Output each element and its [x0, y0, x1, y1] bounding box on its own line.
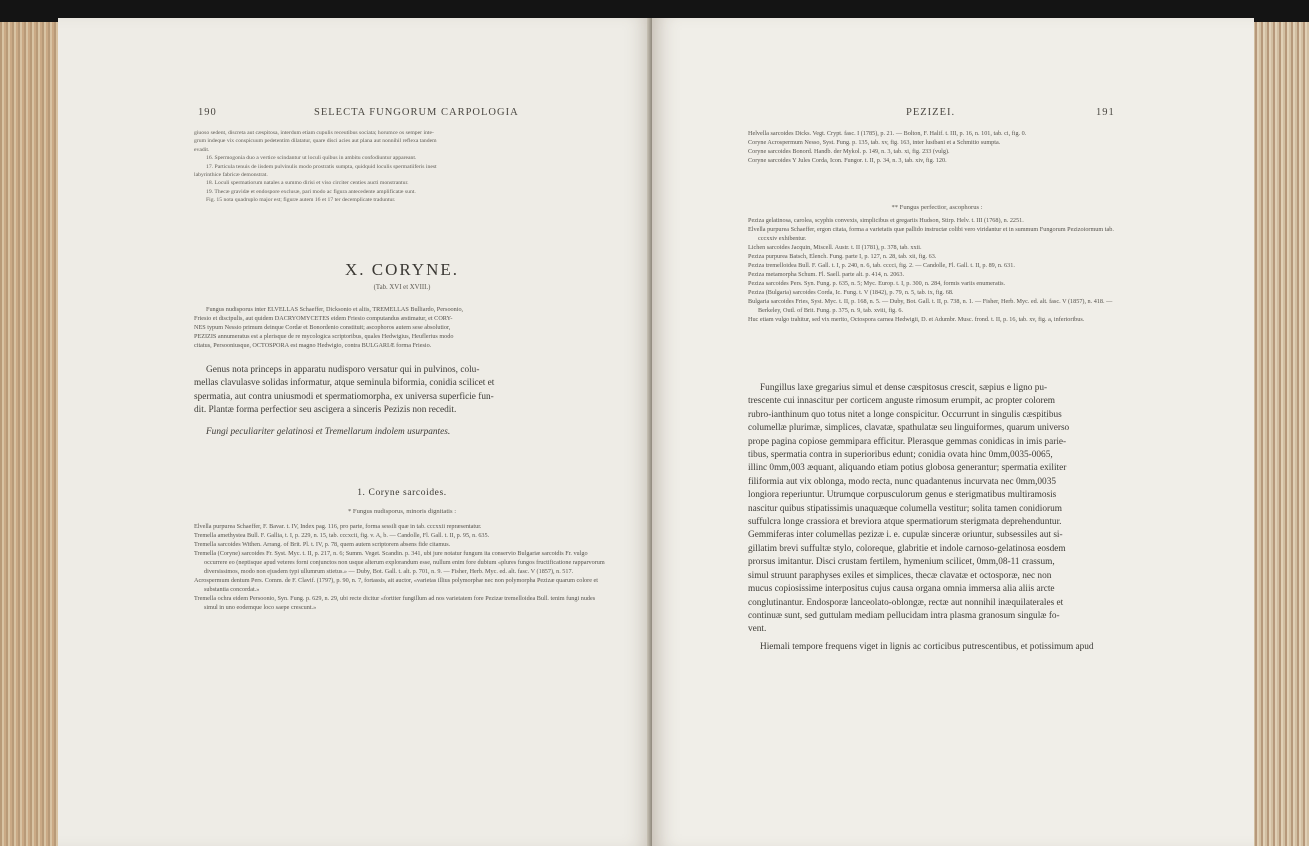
- genus-description: Genus nota princeps in apparatu nudisporo versatur qui in pulvinos, colu- mellas clavulasve solidas informatur, atque seminula biformia, conidia scilicet et spermatia, aut contra uniusmodi et spermatiomorpha, ex universa superficie fun- dit. Plantæ forma perfectior seu ascigera a sinceris Pezizis non recedit. Fungi peculiariter gelatinosi et Tremellarum indolem usurpantes.: [194, 364, 610, 439]
- page-number-right: 191: [1096, 107, 1115, 118]
- top-plate-notes: giuoso sedent, discreta aut cæspitosa, interdum etiam cupulis receutibus sociata; horumce os semper inte- grum indeque vix conspicuum pedetentim dilatatur, quare disci acies aut plana aut nonnihil reflexa tandem evadit. 16. Spermogonia duo a vertice scindantur ut loculi quibus in ambitu confodiuntur appareant. 17. Particula tenuis de iisdem pulvinulis modo prostratis sumpta, quidquid loculis spermatiiferis inest labyrinthice fabricæ demonstrat. 18. Loculi spermatiorum natales a summo dirisi et viso circiter centies aucti monstrantur. 19. Thecæ gravidæ et endospore exclusæ, pari modo ac figura antecedente amplificatæ sunt. Fig. 15 nota quadruplo major est; figuræ autem 16 et 17 ter decemplicate traduntur.: [194, 130, 437, 204]
- section-title: X. CORYNE.: [345, 260, 459, 279]
- group-characterization: Fungi peculiariter gelatinosi et Tremellarum indolem usurpantes.: [206, 426, 451, 437]
- synonymy-list-right-top: Helvella sarcoides Dicks. Vegt. Crypt. fasc. I (1785), p. 21. — Bolton, F. Halif. t. III, p. 16, n. 101, tab. ci, fig. 0. Coryne Acrospermum Nesso, Syst. Fung. p. 135, tab. xv, fig. 163, inter lusibani et a Schmitio sumpta. Coryne sarcoides Bonord. Handb. der Mykol. p. 149, n. 3, tab. xi, fig. 233 (vulg). Coryne sarcoides Y Jules Corda, Icon. Fungor. t. II, p. 34, n. 3, tab. xiv, fig. 120.: [748, 130, 1027, 164]
- left-page-stack: [0, 22, 64, 846]
- left-page: [58, 18, 652, 846]
- nudisporus-heading: * Fungus nudisporus, minoris dignitatis :: [347, 508, 457, 515]
- running-head-left: SELECTA FUNGORUM CARPOLOGIA: [314, 107, 519, 118]
- open-book: [0, 8, 1309, 846]
- synonymy-list-left: Elvella purpurea Schaeffer, F. Bavar. t. IV, Index pag. 116, pro parte, forma sessili quæ in tab. cccxxii repræsentatur. Tremella amethystea Bull. F. Gallia, t. I, p. 229, n. 15, tab. cccxcii, fig. v. A, b. — Candolle, Fl. Gall. t. II, p. 95, n. 635. Tremella sarcoides Withen. Arrang. of Brit. Pl. t. IV, p. 78, quem autem scriptorem absens fide citamus. Tremella (Coryne) sarcoides Fr. Syst. Myc. t. II, p. 217, n. 6; Summ. Veget. Scandin. p. 341, ubi jure notatur fungum ita conservio Bulgariæ sarcoidis Fr. vulgo occurrere eo (neptisque apud veteres forni conjunctos non usque alterum explorandum esse, nullum enim fore dubium «plures fungos fructificatione rapparvorum diversissimos, modo non ejusdem typi ullumrum stietus.» — Duby, Bot. Gall. t. alt. p. 701, n. 9. — Fisher, Herb. Myc. ed. alt. fasc. V (1857), n. 517. Acrospermum dentum Pers. Comm. de F. Clavif. (1797), p. 90, n. 7, fortassis, ait auctor, «varietas illius polymorphæ nec non polymorpha Pezizæ quarum colore et substantia concordat.» Tremella ochra eidem Persoonio, Syn. Fung. p. 629, n. 29, ubi recte dicitur «fortiter fungillum ad nos varietatem fore Pezizæ tremelloidea Bull. tenim fungi nudes simul in uno eodemque loco saepe crescunt.»: [194, 523, 605, 611]
- ascophorus-heading: ** Fungus perfectior, ascophorus :: [891, 204, 983, 211]
- running-head-right: PEZIZEI.: [906, 107, 956, 118]
- species-description: Fungillus laxe gregarius simul et dense cæspitosus crescit, sæpius e ligno pu- trescente cui innascitur per corticem anguste rimosum erumpit, ac propter colorem rubro-ianthinum quo totus nitet a longe conspicitur. Occurrunt in singulis cæspitibus columellæ plurimæ, simplices, clavatæ, spathulatæ seu linguiformes, quarum universo prope pagina copiose gemmipara efficitur. Plerasque gemmas conidicas in imis parie- tibus, spermatia contra in superioribus edunt; conidia ovata hinc 0mm,0035-0065, illinc 0mm,003 æquant, aliquando etiam potius globosa generantur; spermatia exiliter filiformia aut vix oblonga, modo recta, nunc quadantenus incurvata nec 0mm,0035 longiora reperiuntur. Utrumque corpusculorum genus e sterigmatibus multiramosis nascitur quibus stipatissimis unaquæque columella vestitur; solita tamen conidiorum suffulcra longe crassiora et breviora atque spermatiorum sterigmata deprehenduntur. Gemmiferas inter columellas pezizæ i. e. cupulæ sinceræ oriuntur, subsessiles aut si- gillatim brevi suffultæ stylo, coloreque, glabritie et indole carnoso-gelatinosa eosdem prorsus imitantur. Disci crustam fertilem, hymenium scilicet, 0mm,08-11 crassum, simul struunt paraphyses exiles et simplices, thecæ clavatæ et octosporæ, nec non mucus copiosissime interpositus cujus causa organa omnia immersa alia aliis arcte conglutinantur. Endosporæ lanceolato-oblongæ, rectæ aut nonnihil inæquilaterales et continuæ sunt, sed guttulam mediam pellucidam intra plasma granosum singulæ fo- vent. Hiemali tempore frequens viget in lignis ac corticibus putrescentibus, et potissimum apud: [748, 383, 1094, 652]
- species-title: 1. Coryne sarcoides.: [357, 488, 447, 498]
- right-page: [652, 18, 1254, 846]
- synonymy-list-right: Peziza gelatinosa, carolea, scyphis convexis, simplicibus et gregariis Hudson, Stirp. Helv. t. III (1768), n. 2251. Elvella purpurea Schaeffer, ergon citata, forma a varietatis quæ pallido instructæ colibi vero viridantur et in summum Fungorum Pezizoiormum tab. cccxxiv exhibentur. Lichen sarcoides Jacquin, Miscell. Austr. t. II (1781), p. 378, tab. xxii. Peziza purpurea Batsch, Elench. Fung. parte I, p. 127, n. 28, tab. xii, fig. 63. Peziza tremelloidea Bull. F. Gall. t. I, p. 240, n. 6, tab. cccci, fig. 2. — Candolle, Fl. Gall. t. II, p. 89, n. 631. Peziza metamorpha Schum. Fl. Saell. parte alt. p. 414, n. 2063. Peziza sarcoides Pers. Syn. Fung. p. 635, n. 5; Myc. Europ. t. I, p. 300, n. 284, formis variis enumeratis. Peziza (Bulgaria) sarcoides Corda, Ic. Fung. t. V (1842), p. 79, n. 5, tab. ix, fig. 68. Bulgaria sarcoides Fries, Syst. Myc. t. II, p. 168, n. 5. — Duby, Bot. Gall. t. II, p. 738, n. 1. — Fisher, Herb. Myc. ed. alt. fasc. V (1857), n. 418. — Berkeley, Outl. of Brit. Fung. p. 375, n. 9, tab. xviii, fig. 6. Huc etiam vulgo trahitur, sed vix merito, Octospora carnea Hedwigii, D. et Adumbr. Musc. frond. t. II, p. 16, tab. xv, fig. a, inferioribus.: [748, 217, 1114, 323]
- right-page-stack: [1253, 22, 1309, 846]
- page-number-left: 190: [198, 107, 217, 118]
- section-synonymy-intro: Fungus nudisporus inter ELVELLAS Schaeffer, Dicksonio et aliis, TREMELLAS Bulliardo, Persoonio, Friesio et discipulis, aut quidem DACRYOMYCETES eidem Friesio computandus æstimatur, et CORY- NES typum Nessio primum deinque Cordæ et Bonordenio constituit; ascophoros autem sese absolutior, PEZIZIS annumeratus est a plerisque de re mycologica scriptoribus, quales Hedwigius, Heuflerius modo citatus, Persooniusque, OCTOSPORA est magno Hedwigio, contra BULGARIÆ forma Friesio.: [194, 306, 464, 349]
- section-plate-ref: (Tab. XVI et XVIII.): [373, 284, 431, 291]
